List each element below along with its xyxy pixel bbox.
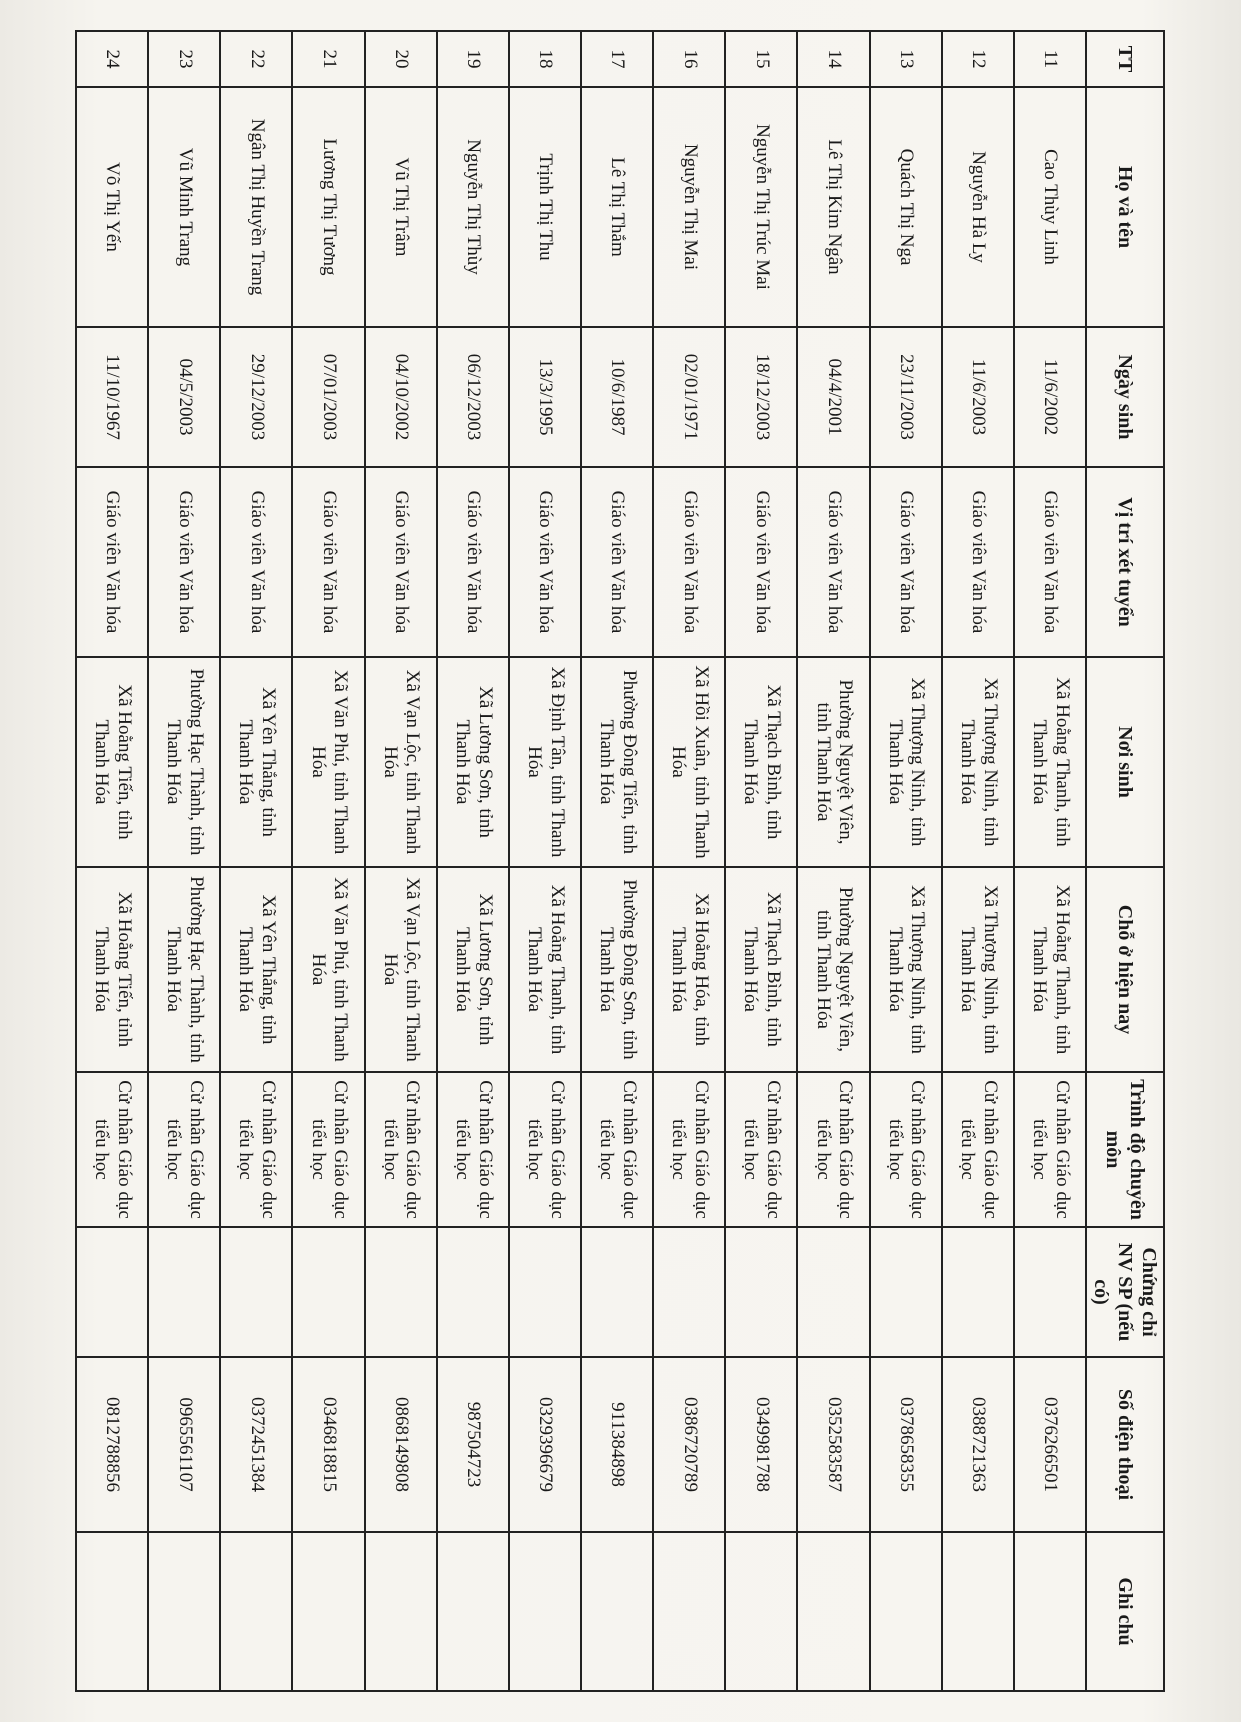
cell-note — [581, 1532, 653, 1691]
cell-birthplace: Xã Định Tân, tỉnh Thanh Hóa — [509, 657, 581, 867]
cell-phone: 0329396679 — [509, 1357, 581, 1532]
table-row — [942, 31, 1014, 1691]
cell-birthplace: Xã Lương Sơn, tỉnh Thanh Hóa — [437, 657, 509, 867]
cell-phone: 0352583587 — [797, 1357, 869, 1532]
cell-position: Giáo viên Văn hóa — [437, 467, 509, 657]
table-row — [725, 31, 797, 1691]
cell-name: Nguyễn Thị Thùy — [437, 87, 509, 327]
cell-dob: 04/5/2003 — [148, 327, 220, 467]
cell-certificate — [942, 1227, 1014, 1357]
table-row — [1014, 31, 1086, 1691]
cell-birthplace: Xã Yên Thắng, tỉnh Thanh Hóa — [220, 657, 292, 867]
cell-address: Xã Hoằng Hóa, tỉnh Thanh Hóa — [653, 867, 725, 1072]
cell-name: Lương Thị Tương — [292, 87, 364, 327]
cell-qualification: Cử nhân Giáo dục tiểu học — [365, 1072, 437, 1227]
cell-birthplace: Xã Thượng Ninh, tỉnh Thanh Hóa — [942, 657, 1014, 867]
cell-position: Giáo viên Văn hóa — [148, 467, 220, 657]
cell-certificate — [581, 1227, 653, 1357]
cell-position: Giáo viên Văn hóa — [870, 467, 942, 657]
candidate-table — [75, 30, 1165, 1692]
cell-dob: 04/10/2002 — [365, 327, 437, 467]
cell-birthplace: Xã Thượng Ninh, tỉnh Thanh Hóa — [870, 657, 942, 867]
cell-qualification: Cử nhân Giáo dục tiểu học — [653, 1072, 725, 1227]
cell-note — [870, 1532, 942, 1691]
cell-name: Ngân Thị Huyền Trang — [220, 87, 292, 327]
cell-qualification: Cử nhân Giáo dục tiểu học — [509, 1072, 581, 1227]
cell-certificate — [797, 1227, 869, 1357]
table-row — [653, 31, 725, 1691]
cell-name: Võ Thị Yến — [76, 87, 148, 327]
cell-position: Giáo viên Văn hóa — [292, 467, 364, 657]
cell-phone: 0378658355 — [870, 1357, 942, 1532]
cell-qualification: Cử nhân Giáo dục tiểu học — [725, 1072, 797, 1227]
cell-dob: 10/6/1987 — [581, 327, 653, 467]
cell-certificate — [509, 1227, 581, 1357]
cell-tt: 15 — [725, 31, 797, 87]
cell-qualification: Cử nhân Giáo dục tiểu học — [942, 1072, 1014, 1227]
cell-certificate — [292, 1227, 364, 1357]
cell-phone: 911384898 — [581, 1357, 653, 1532]
cell-name: Nguyễn Hà Ly — [942, 87, 1014, 327]
cell-dob: 11/6/2002 — [1014, 327, 1086, 467]
table-row — [76, 31, 148, 1691]
cell-address: Xã Thượng Ninh, tỉnh Thanh Hóa — [942, 867, 1014, 1072]
cell-address: Phường Nguyệt Viên, tỉnh Thanh Hóa — [797, 867, 869, 1072]
cell-tt: 19 — [437, 31, 509, 87]
table-row — [148, 31, 220, 1691]
cell-address: Xã Hoằng Tiến, tỉnh Thanh Hóa — [76, 867, 148, 1072]
cell-address: Xã Yên Thắng, tỉnh Thanh Hóa — [220, 867, 292, 1072]
cell-position: Giáo viên Văn hóa — [1014, 467, 1086, 657]
header-dob: Ngày sinh — [1086, 327, 1164, 467]
cell-tt: 11 — [1014, 31, 1086, 87]
cell-qualification: Cử nhân Giáo dục tiểu học — [870, 1072, 942, 1227]
cell-birthplace: Xã Hoằng Tiến, tỉnh Thanh Hóa — [76, 657, 148, 867]
table-row — [292, 31, 364, 1691]
table-row — [581, 31, 653, 1691]
header-tt: TT — [1086, 31, 1164, 87]
cell-tt: 17 — [581, 31, 653, 87]
cell-dob: 13/3/1995 — [509, 327, 581, 467]
cell-note — [797, 1532, 869, 1691]
cell-qualification: Cử nhân Giáo dục tiểu học — [292, 1072, 364, 1227]
cell-position: Giáo viên Văn hóa — [76, 467, 148, 657]
cell-position: Giáo viên Văn hóa — [365, 467, 437, 657]
cell-phone: 0376266501 — [1014, 1357, 1086, 1532]
cell-note — [509, 1532, 581, 1691]
cell-note — [942, 1532, 1014, 1691]
cell-certificate — [148, 1227, 220, 1357]
cell-phone: 0349981788 — [725, 1357, 797, 1532]
header-qualification: Trình độ chuyên môn — [1086, 1072, 1164, 1227]
cell-dob: 11/10/1967 — [76, 327, 148, 467]
cell-qualification: Cử nhân Giáo dục tiểu học — [76, 1072, 148, 1227]
cell-position: Giáo viên Văn hóa — [653, 467, 725, 657]
cell-name: Cao Thùy Linh — [1014, 87, 1086, 327]
cell-tt: 20 — [365, 31, 437, 87]
cell-certificate — [220, 1227, 292, 1357]
cell-birthplace: Xã Văn Phú, tỉnh Thanh Hóa — [292, 657, 364, 867]
cell-birthplace: Xã Vạn Lộc, tỉnh Thanh Hóa — [365, 657, 437, 867]
cell-note — [148, 1532, 220, 1691]
cell-tt: 21 — [292, 31, 364, 87]
cell-name: Vũ Thị Trâm — [365, 87, 437, 327]
table-row — [870, 31, 942, 1691]
cell-certificate — [870, 1227, 942, 1357]
cell-tt: 18 — [509, 31, 581, 87]
table-row — [509, 31, 581, 1691]
cell-tt: 14 — [797, 31, 869, 87]
cell-phone: 0965561107 — [148, 1357, 220, 1532]
cell-address: Xã Lương Sơn, tỉnh Thanh Hóa — [437, 867, 509, 1072]
cell-note — [725, 1532, 797, 1691]
cell-birthplace: Phường Đông Tiến, tỉnh Thanh Hóa — [581, 657, 653, 867]
cell-dob: 06/12/2003 — [437, 327, 509, 467]
table-body — [76, 31, 1086, 1691]
cell-birthplace: Xã Thạch Bình, tỉnh Thanh Hóa — [725, 657, 797, 867]
cell-dob: 02/01/1971 — [653, 327, 725, 467]
cell-name: Vũ Minh Trang — [148, 87, 220, 327]
cell-name: Quách Thị Nga — [870, 87, 942, 327]
cell-phone: 0346818815 — [292, 1357, 364, 1532]
cell-dob: 04/4/2001 — [797, 327, 869, 467]
header-address: Chỗ ở hiện nay — [1086, 867, 1164, 1072]
cell-birthplace: Xã Hồi Xuân, tỉnh Thanh Hóa — [653, 657, 725, 867]
header-name: Họ và tên — [1086, 87, 1164, 327]
cell-note — [653, 1532, 725, 1691]
cell-note — [220, 1532, 292, 1691]
cell-qualification: Cử nhân Giáo dục tiểu học — [797, 1072, 869, 1227]
table-row — [797, 31, 869, 1691]
cell-phone: 0868149808 — [365, 1357, 437, 1532]
cell-position: Giáo viên Văn hóa — [509, 467, 581, 657]
cell-position: Giáo viên Văn hóa — [797, 467, 869, 657]
table-row — [365, 31, 437, 1691]
cell-position: Giáo viên Văn hóa — [725, 467, 797, 657]
cell-address: Xã Văn Phú, tỉnh Thanh Hóa — [292, 867, 364, 1072]
cell-certificate — [725, 1227, 797, 1357]
cell-birthplace: Phường Nguyệt Viên, tỉnh Thanh Hóa — [797, 657, 869, 867]
cell-dob: 29/12/2003 — [220, 327, 292, 467]
table-row — [437, 31, 509, 1691]
cell-tt: 24 — [76, 31, 148, 87]
cell-qualification: Cử nhân Giáo dục tiểu học — [581, 1072, 653, 1227]
cell-dob: 23/11/2003 — [870, 327, 942, 467]
cell-phone: 987504723 — [437, 1357, 509, 1532]
cell-phone: 0812788856 — [76, 1357, 148, 1532]
cell-certificate — [653, 1227, 725, 1357]
cell-birthplace: Phường Hạc Thành, tỉnh Thanh Hóa — [148, 657, 220, 867]
cell-tt: 23 — [148, 31, 220, 87]
cell-certificate — [76, 1227, 148, 1357]
cell-dob: 11/6/2003 — [942, 327, 1014, 467]
cell-dob: 07/01/2003 — [292, 327, 364, 467]
cell-note — [76, 1532, 148, 1691]
cell-name: Lê Thị Thắm — [581, 87, 653, 327]
header-note: Ghi chú — [1086, 1532, 1164, 1691]
cell-address: Phường Hạc Thành, tỉnh Thanh Hóa — [148, 867, 220, 1072]
cell-position: Giáo viên Văn hóa — [942, 467, 1014, 657]
cell-position: Giáo viên Văn hóa — [220, 467, 292, 657]
cell-note — [292, 1532, 364, 1691]
cell-position: Giáo viên Văn hóa — [581, 467, 653, 657]
cell-qualification: Cử nhân Giáo dục tiểu học — [220, 1072, 292, 1227]
cell-tt: 22 — [220, 31, 292, 87]
header-birthplace: Nơi sinh — [1086, 657, 1164, 867]
cell-certificate — [365, 1227, 437, 1357]
cell-phone: 0372451384 — [220, 1357, 292, 1532]
header-position: Vị trí xét tuyển — [1086, 467, 1164, 657]
cell-phone: 0388721363 — [942, 1357, 1014, 1532]
cell-note — [1014, 1532, 1086, 1691]
cell-address: Phường Đông Sơn, tỉnh Thanh Hóa — [581, 867, 653, 1072]
cell-tt: 16 — [653, 31, 725, 87]
cell-name: Nguyễn Thị Trúc Mai — [725, 87, 797, 327]
cell-note — [437, 1532, 509, 1691]
cell-tt: 12 — [942, 31, 1014, 87]
cell-name: Trịnh Thị Thu — [509, 87, 581, 327]
cell-birthplace: Xã Hoằng Thanh, tỉnh Thanh Hóa — [1014, 657, 1086, 867]
cell-address: Xã Vạn Lộc, tỉnh Thanh Hóa — [365, 867, 437, 1072]
rotated-table-stage — [75, 30, 1165, 1690]
cell-qualification: Cử nhân Giáo dục tiểu học — [148, 1072, 220, 1227]
header-certificate: Chứng chỉ NV SP (nếu có) — [1086, 1227, 1164, 1357]
cell-qualification: Cử nhân Giáo dục tiểu học — [437, 1072, 509, 1227]
cell-phone: 0386720789 — [653, 1357, 725, 1532]
cell-certificate — [437, 1227, 509, 1357]
cell-certificate — [1014, 1227, 1086, 1357]
cell-address: Xã Thạch Bình, tỉnh Thanh Hóa — [725, 867, 797, 1072]
cell-dob: 18/12/2003 — [725, 327, 797, 467]
cell-qualification: Cử nhân Giáo dục tiểu học — [1014, 1072, 1086, 1227]
cell-note — [365, 1532, 437, 1691]
cell-tt: 13 — [870, 31, 942, 87]
cell-name: Nguyễn Thị Mai — [653, 87, 725, 327]
cell-address: Xã Hoằng Thanh, tỉnh Thanh Hóa — [1014, 867, 1086, 1072]
cell-name: Lê Thị Kim Ngân — [797, 87, 869, 327]
table-header-row — [1086, 31, 1164, 1691]
header-phone: Số điện thoại — [1086, 1357, 1164, 1532]
cell-address: Xã Hoằng Thanh, tỉnh Thanh Hóa — [509, 867, 581, 1072]
table-row — [220, 31, 292, 1691]
cell-address: Xã Thượng Ninh, tỉnh Thanh Hóa — [870, 867, 942, 1072]
